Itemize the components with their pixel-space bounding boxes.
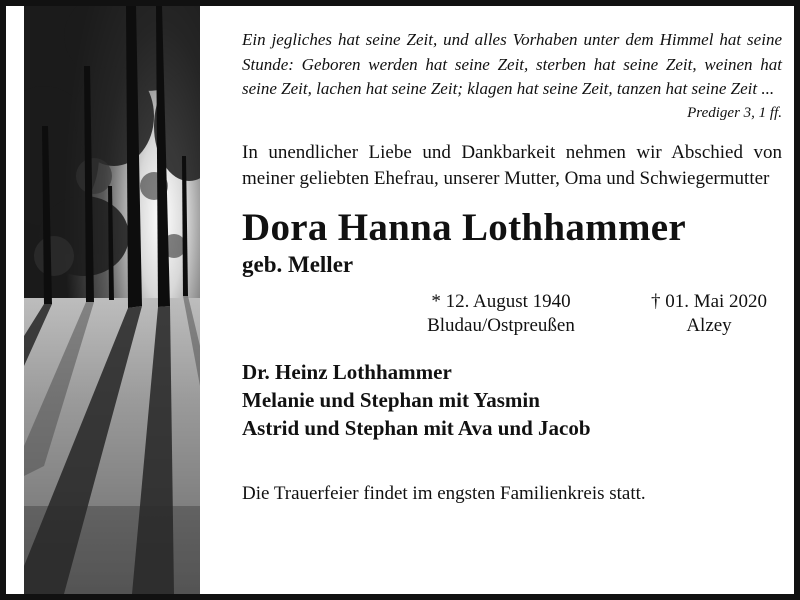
maiden-name: geb. Meller [242,251,354,277]
birth-place: Bludau/Ostpreußen [427,314,575,336]
bible-quote: Ein jegliches hat seine Zeit, und alles Vorhaben unter dem Himmel hat seine Stunde: Geboren werden hat seine Zeit, sterben hat seine Zeit, weinen hat seine Zeit, lachen hat seine Zeit; klagen hat seine Zeit, tanzen hat seine Zeit ... [242,30,782,98]
death-date: † 01. Mai 2020 [650,290,768,312]
service-note: Die Trauerfeier findet im engsten Familienkreis statt. [242,482,646,504]
life-dates [242,290,782,340]
quote-source: Prediger 3, 1 ff. [687,104,782,121]
notice-text [242,28,782,506]
intro-text: In unendlicher Liebe und Dankbarkeit nehmen wir Abschied von meiner geliebten Ehefrau, unserer Mutter, Oma und Schwiegermutter [242,141,782,189]
death-block [634,290,784,338]
family-list [242,358,782,442]
birth-date: * 12. August 1940 [431,290,571,312]
family-member: Melanie und Stephan mit Yasmin [242,387,540,412]
family-member: Dr. Heinz Lothhammer [242,359,452,384]
deceased-name: Dora Hanna Lothhammer [242,205,686,249]
death-place: Alzey [686,314,732,336]
birth-block [406,290,596,338]
family-member: Astrid und Stephan mit Ava und Jacob [242,415,591,440]
tree-silhouette-photo [24,6,200,594]
